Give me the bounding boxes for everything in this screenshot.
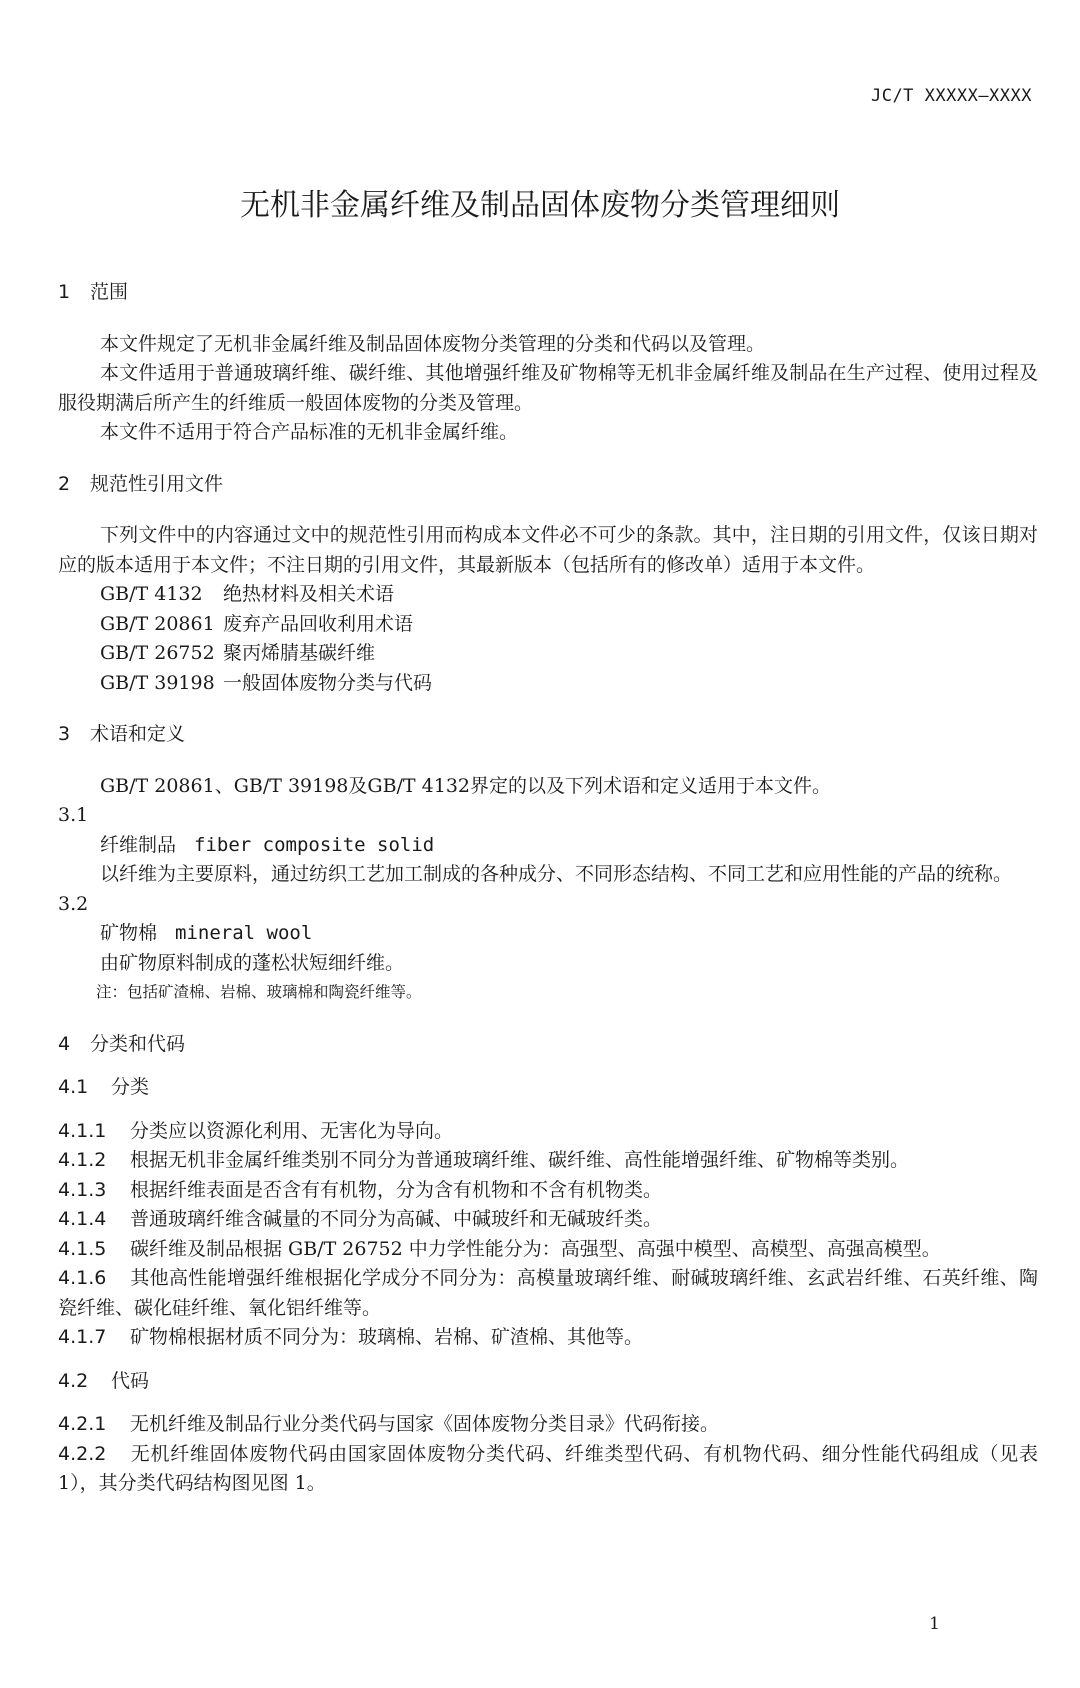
paragraph: GB/T 20861、GB/T 39198及GB/T 4132界定的以及下列术语和定义适用于本文件。 bbox=[100, 774, 832, 797]
reference-item: GB/T 26752 聚丙烯腈基碳纤维 bbox=[100, 642, 376, 664]
term-note: 注：包括矿渣棉、岩棉、玻璃棉和陶瓷纤维等。 bbox=[96, 983, 422, 1001]
paragraph: 下列文件中的内容通过文中的规范性引用而构成本文件必不可少的条款。其中，注日期的引用文件，仅该日期对应的版本适用于本文件；不注日期的引用文件，其最新版本（包括所有的修改单）适用于本文件。 bbox=[58, 524, 1038, 576]
document-body bbox=[58, 278, 1038, 1499]
subsection-heading: 4.1 分类 bbox=[58, 1076, 150, 1098]
paragraph: 本文件不适用于符合产品标准的无机非金属纤维。 bbox=[100, 421, 519, 443]
section-heading: 2 规范性引用文件 bbox=[58, 472, 224, 495]
term-number: 3.2 bbox=[58, 892, 89, 915]
subsection-heading: 4.2 代码 bbox=[58, 1369, 150, 1392]
term-entry: 纤维制品 fiber composite solid bbox=[100, 833, 435, 856]
section-heading: 4 分类和代码 bbox=[58, 1032, 186, 1055]
clause: 4.2.1 无机纤维及制品行业分类代码与国家《固体废物分类目录》代码衔接。 bbox=[58, 1413, 720, 1435]
term-definition: 由矿物原料制成的蓬松状短细纤维。 bbox=[100, 951, 405, 974]
term-entry: 矿物棉 mineral wool bbox=[100, 922, 313, 944]
term-definition: 以纤维为主要原料，通过纺织工艺加工制成的各种成分、不同形态结构、不同工艺和应用性能的产品的统称。 bbox=[100, 863, 1013, 885]
term-number: 3.1 bbox=[58, 804, 89, 826]
paragraph: 本文件适用于普通玻璃纤维、碳纤维、其他增强纤维及矿物棉等无机非金属纤维及制品在生产过程、使用过程及服役期满后所产生的纤维质一般固体废物的分类及管理。 bbox=[58, 362, 1038, 414]
clause: 4.1.1 分类应以资源化利用、无害化为导向。 bbox=[58, 1119, 454, 1142]
clause: 4.1.2 根据无机非金属纤维类别不同分为普通玻璃纤维、碳纤维、高性能增强纤维、矿物棉等类别。 bbox=[58, 1149, 910, 1171]
reference-item: GB/T 4132 绝热材料及相关术语 bbox=[100, 583, 395, 605]
reference-item: GB/T 20861 废弃产品回收利用术语 bbox=[100, 612, 414, 635]
clause: 4.1.7 矿物棉根据材质不同分为：玻璃棉、岩棉、矿渣棉、其他等。 bbox=[58, 1326, 644, 1348]
document-title: 无机非金属纤维及制品固体废物分类管理细则 bbox=[240, 188, 840, 223]
clause: 4.1.5 碳纤维及制品根据 GB/T 26752 中力学性能分为：高强型、高强中模型、高模型、高强高模型。 bbox=[58, 1237, 941, 1260]
clause: 4.1.6 其他高性能增强纤维根据化学成分不同分为：高模量玻璃纤维、耐碱玻璃纤维、玄武岩纤维、石英纤维、陶瓷纤维、碳化硅纤维、氧化铝纤维等。 bbox=[58, 1267, 1038, 1319]
clause: 4.1.4 普通玻璃纤维含碱量的不同分为高碱、中碱玻纤和无碱玻纤类。 bbox=[58, 1208, 663, 1230]
page-number: 1 bbox=[929, 1614, 940, 1634]
section-heading: 1 范围 bbox=[58, 281, 129, 303]
clause: 4.2.2 无机纤维固体废物代码由国家固体废物分类代码、纤维类型代码、有机物代码、细分性能代码组成（见表 1），其分类代码结构图见图 1。 bbox=[58, 1442, 1038, 1494]
document-number: JC/T XXXXX—XXXX bbox=[870, 86, 1032, 106]
section-heading: 3 术语和定义 bbox=[58, 723, 186, 745]
paragraph: 本文件规定了无机非金属纤维及制品固体废物分类管理的分类和代码以及管理。 bbox=[100, 332, 766, 355]
clause: 4.1.3 根据纤维表面是否含有有机物，分为含有机物和不含有机物类。 bbox=[58, 1178, 663, 1201]
reference-item: GB/T 39198 一般固体废物分类与代码 bbox=[100, 671, 433, 694]
